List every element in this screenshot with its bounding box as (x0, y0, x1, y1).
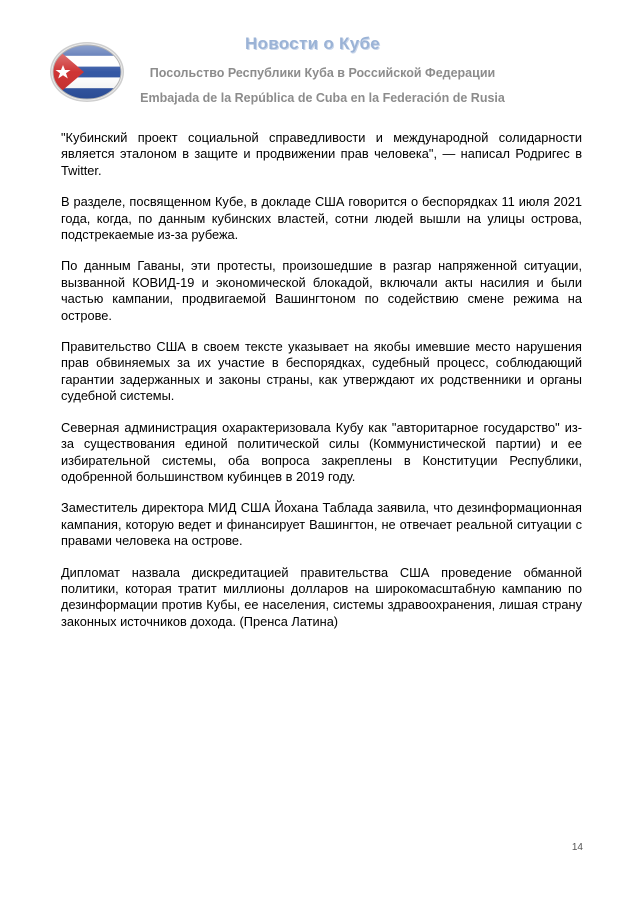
page-number: 14 (571, 842, 583, 853)
paragraph: Северная администрация охарактеризовала Кубу как "авторитарное государство" из-за существования единой политической силы (Коммунистической партии) и ее избирательной системы, оба вопроса закреплены в Конституции Республики, одобренной большинством кубинцев в 2019 году. (61, 419, 582, 484)
paragraph: "Кубинский проект социальной справедливости и международной солидарности является эталоном в защите и продвижении прав человека", — написал Родригес в Twitter. (61, 130, 582, 178)
paragraph: Заместитель директора МИД США Йохана Таблада заявила, что дезинформационная кампания, которую ведет и финансирует Вашингтон, не отвечает реальной ситуации с правами человека на острове. (61, 500, 582, 549)
paragraph: Дипломат назвала дискредитацией правительства США проведение обманной политики, которая тратит миллионы долларов на широкомасштабную кампанию по дезинформации против Кубы, ее населения, системы здравоохранения, лишая страну законных источников дохода. (Пренса Латина) (61, 564, 582, 629)
paragraph: По данным Гаваны, эти протесты, произошедшие в разгар напряженной ситуации, вызванной КОВИД-19 и экономической блокадой, включали акты насилия и были частью кампании, продвигаемой Вашингтоном по содействию смене режима на острове. (61, 258, 582, 323)
paragraph: В разделе, посвященном Кубе, в докладе США говорится о беспорядках 11 июля 2021 года, когда, по данным кубинских властей, сотни людей вышли на улицы острова, подстрекаемые из-за рубежа. (61, 194, 582, 243)
article-body (61, 130, 582, 645)
paragraph: Правительство США в своем тексте указывает на якобы имевшие место нарушения прав обвиняемых за их участие в беспорядках, судебный процесс, соблюдающий гарантии задержанных и законы страны, как утверждают их родственники и органы судебной системы. (61, 339, 582, 404)
header-title: Новости о Кубе (244, 34, 381, 53)
page-header (0, 0, 625, 120)
header-subtitle-ru: Посольство Республики Куба в Российской Федерации (149, 66, 496, 80)
header-subtitle-es: Embajada de la República de Cuba en la Federación de Rusia (140, 91, 505, 105)
